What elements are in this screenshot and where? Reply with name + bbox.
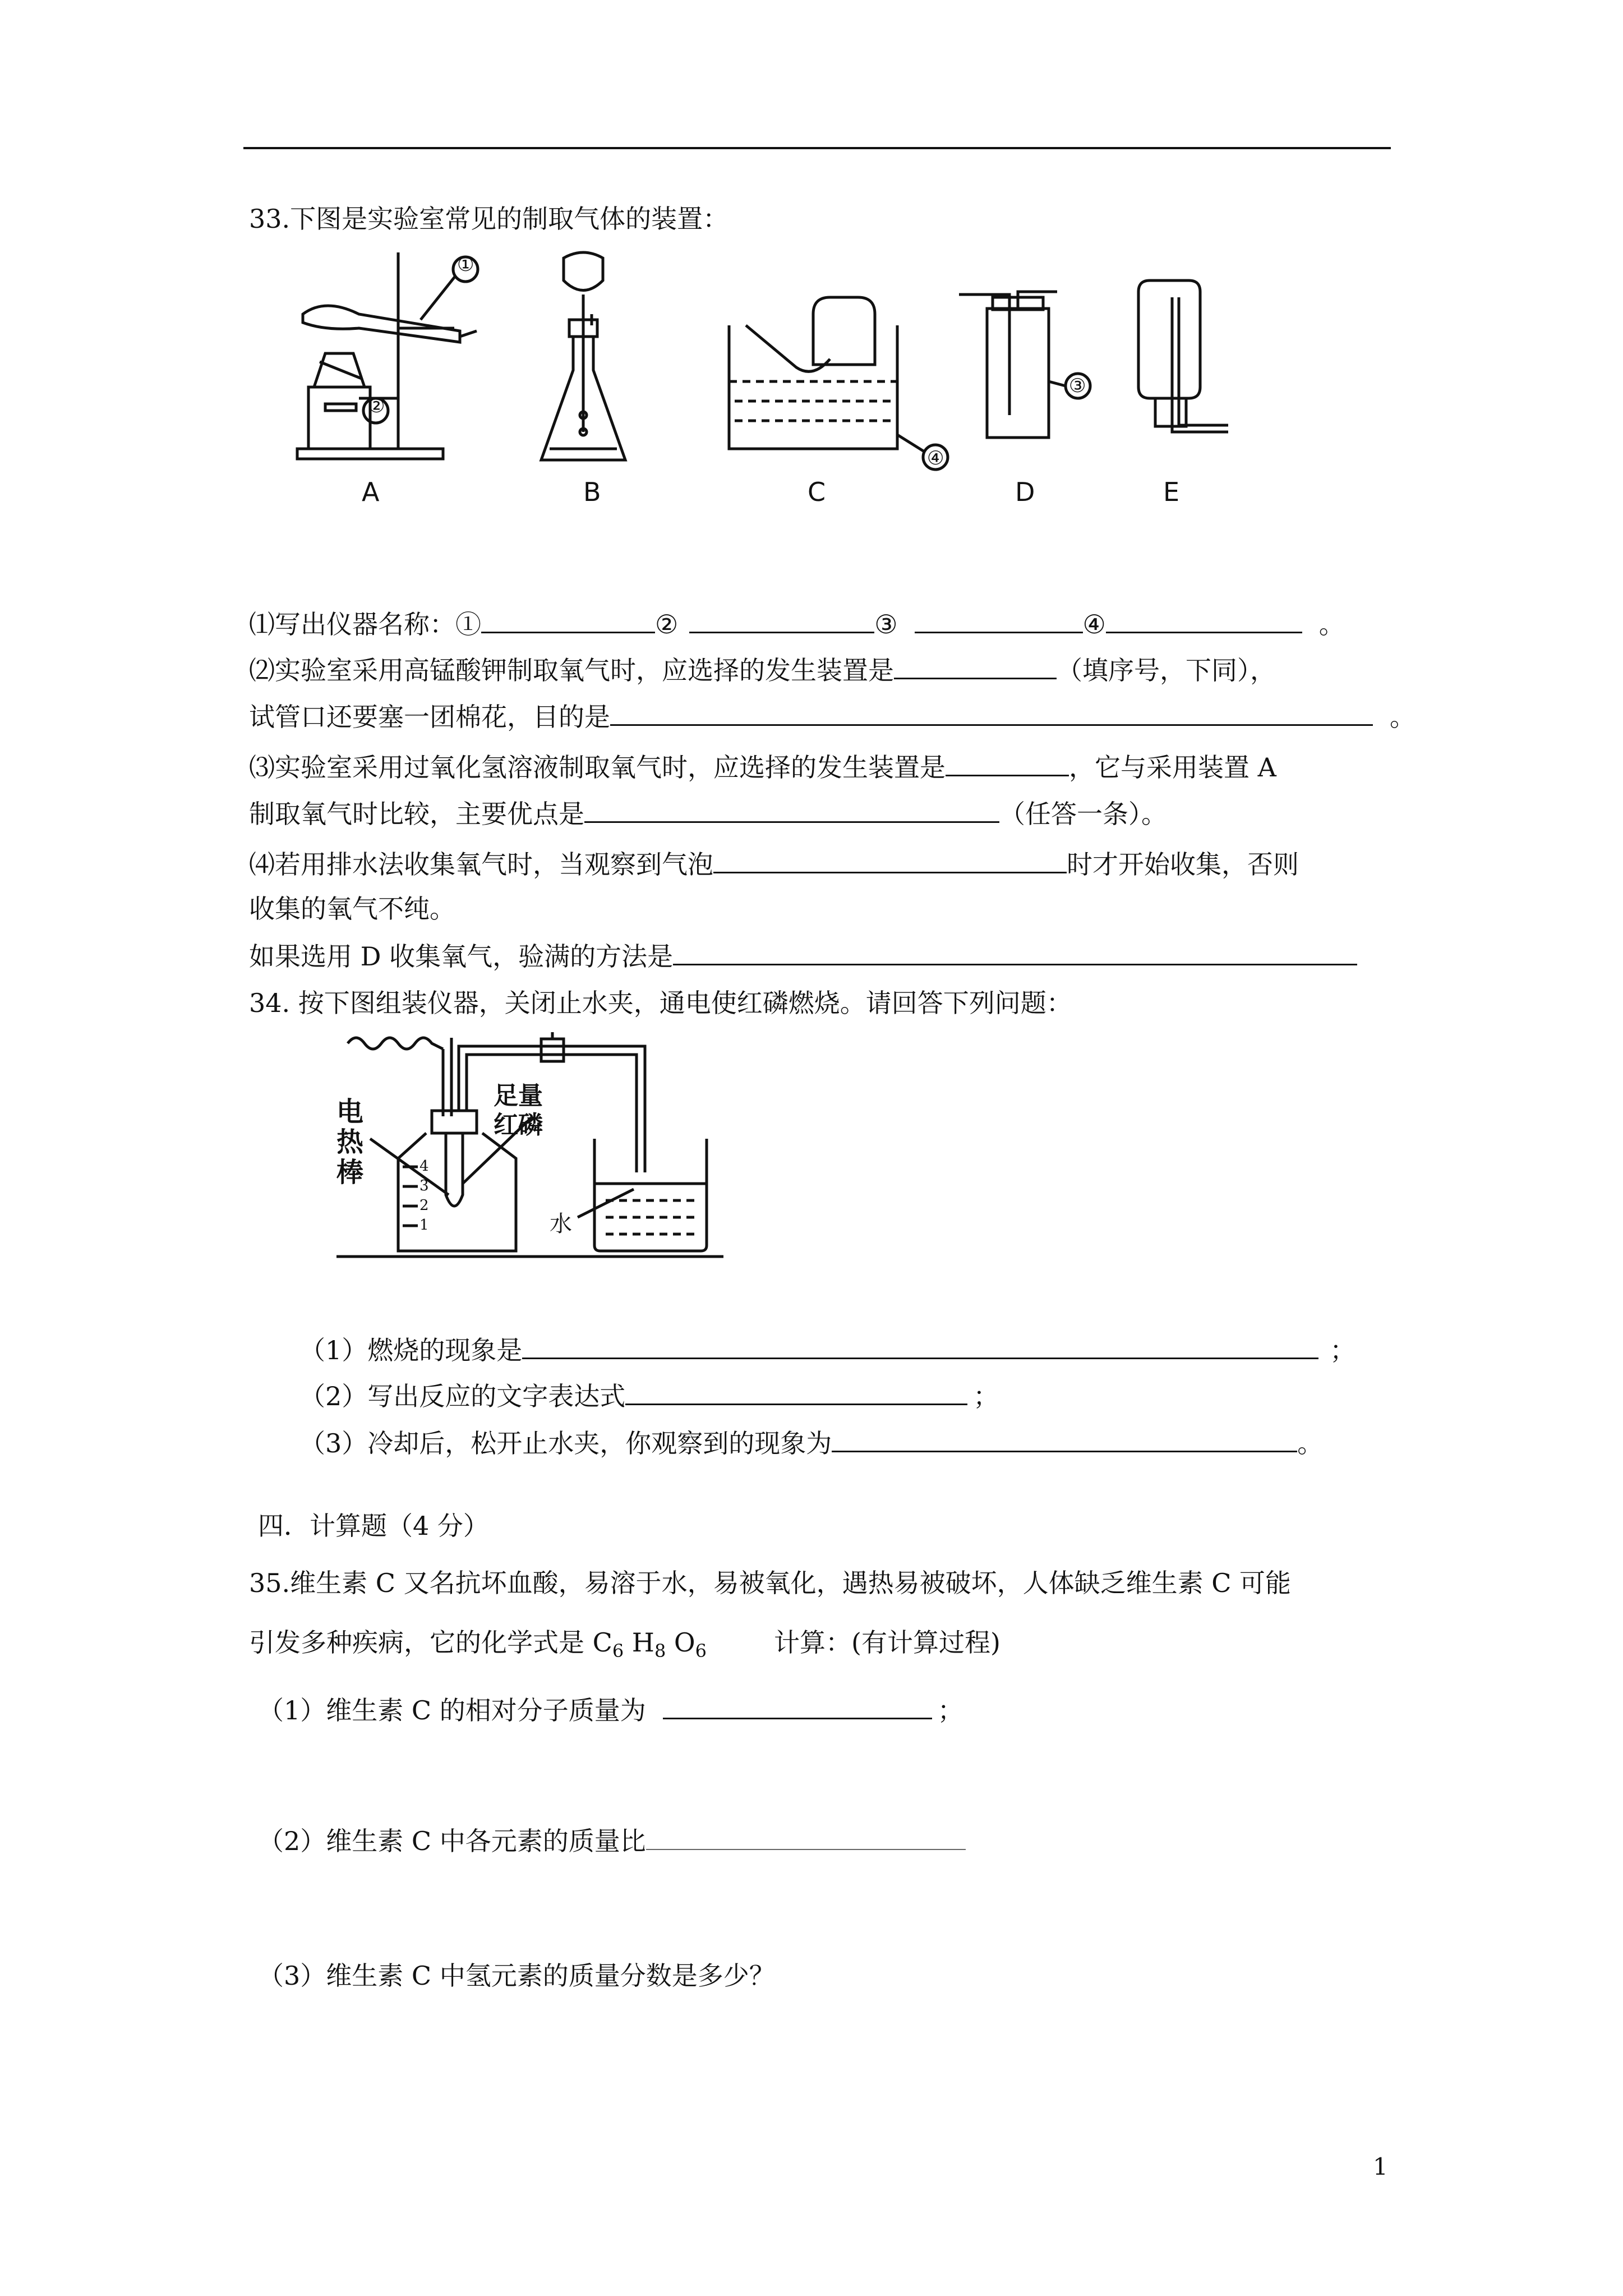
red-phosphorus-label: 足量 红磷	[494, 1082, 543, 1139]
q33-part2b: 试管口还要塞一团棉花，目的是 。	[249, 698, 1415, 734]
q34-sub3: （3）冷却后，松开止水夹，你观察到的现象为 。	[299, 1425, 1323, 1460]
section4-title: 四．计算题（4 分）	[258, 1511, 489, 1541]
label-c: C	[808, 477, 826, 507]
answer-blank-advantage[interactable]	[584, 795, 999, 823]
answer-blank-instrument-1[interactable]	[481, 606, 655, 633]
scale-marks: 4 3 2 1	[419, 1158, 429, 1234]
answer-blank-molecular-mass[interactable]	[663, 1692, 932, 1719]
label-e: E	[1163, 477, 1180, 507]
label-a: A	[362, 477, 380, 507]
marker-1: ①	[457, 254, 474, 276]
answer-blank-cotton-purpose[interactable]	[610, 698, 1373, 726]
answer-blank-full-check[interactable]	[673, 938, 1357, 965]
q33-part4a: ⑷若用排水法收集氧气时，当观察到气泡 时才开始收集，否则	[249, 846, 1299, 881]
q35-line2: 引发多种疾病，它的化学式是 $C_6$ $H_8$ $O_6$ 计算：(有计算过程)	[249, 1627, 1000, 1662]
answer-blank-word-equation[interactable]	[625, 1378, 967, 1405]
answer-blank-mass-ratio[interactable]	[646, 1823, 966, 1850]
red-phosphorus-apparatus-figure	[336, 1027, 729, 1262]
q34-sub2: （2）写出反应的文字表达式 ；	[299, 1378, 999, 1413]
water-label: 水	[550, 1211, 572, 1237]
answer-blank-combustion[interactable]	[522, 1332, 1318, 1359]
q33-part3a: ⑶实验室采用过氧化氢溶液制取氧气时，应选择的发生装置是 ，它与采用装置 A	[249, 749, 1276, 784]
apparatus-a-figure	[292, 247, 505, 466]
q33-title: 33.下图是实验室常见的制取气体的装置：	[249, 204, 729, 234]
answer-blank-instrument-2[interactable]	[689, 606, 874, 633]
marker-2: ②	[368, 395, 385, 417]
q33-part4b: 收集的氧气不纯。	[249, 894, 455, 924]
apparatus-e-figure	[1127, 280, 1239, 443]
q35-sub3: （3）维生素 C 中氢元素的质量分数是多少？	[258, 1961, 775, 1991]
q35-sub1: （1）维生素 C 的相对分子质量为 ；	[258, 1692, 963, 1727]
header-rule	[243, 147, 1391, 149]
q33-part3b: 制取氧气时比较，主要优点是 （任答一条）。	[249, 795, 1167, 831]
q34-title: 34. 按下图组装仪器，关闭止水夹，通电使红磷燃烧。请回答下列问题：	[249, 988, 1072, 1018]
marker-4: ④	[927, 447, 944, 470]
q33-part5: 如果选用 D 收集氧气，验满的方法是	[249, 938, 1357, 973]
q33-part2a: ⑵实验室采用高锰酸钾制取氧气时，应选择的发生装置是 （填序号，下同），	[249, 652, 1276, 687]
apparatus-d-figure	[959, 280, 1110, 449]
page-number: 1	[1373, 2153, 1388, 2180]
electric-heating-rod-label: 电 热 棒	[336, 1096, 364, 1188]
label-d: D	[1015, 477, 1035, 507]
q35-sub2: （2）维生素 C 中各元素的质量比	[258, 1823, 966, 1858]
label-b: B	[583, 477, 601, 507]
answer-blank-bubble[interactable]	[713, 846, 1067, 873]
marker-3: ③	[1069, 375, 1086, 397]
answer-blank-instrument-4[interactable]	[1106, 606, 1302, 633]
q35-line1: 35.维生素 C 又名抗坏血酸，易溶于水，易被氧化，遇热易被破坏，人体缺乏维生素 C 可能	[249, 1568, 1292, 1598]
q33-part1: ⑴写出仪器名称：① ② ③ ④ 。	[249, 606, 1345, 641]
apparatus-c-figure	[729, 264, 953, 466]
answer-blank-observation[interactable]	[832, 1425, 1297, 1452]
apparatus-b-figure	[533, 247, 634, 471]
answer-blank-instrument-3[interactable]	[915, 606, 1083, 633]
q34-sub1: （1）燃烧的现象是 ；	[299, 1332, 1355, 1367]
answer-blank-kmno4-device[interactable]	[894, 652, 1057, 679]
answer-blank-h2o2-device[interactable]	[946, 749, 1069, 776]
